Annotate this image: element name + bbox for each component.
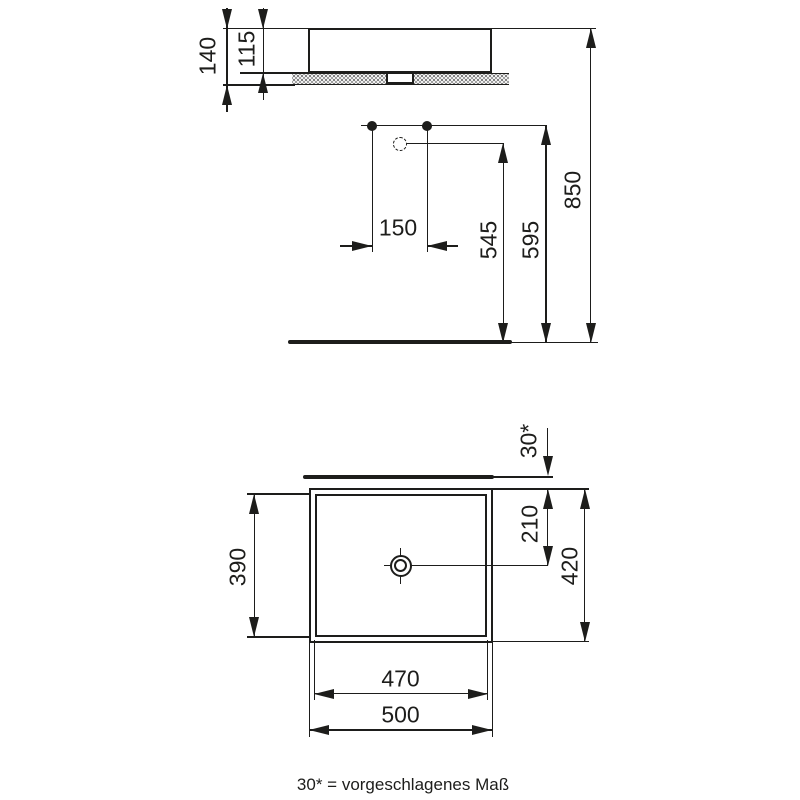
dim-arrow-up-icon: [222, 85, 232, 105]
tap-hole-dashed-circle: [393, 137, 407, 151]
dim-arrow-down-icon: [258, 9, 268, 29]
tap-hole-line: [407, 143, 504, 145]
extension-line: [240, 72, 308, 74]
dim-label-595: 595: [517, 220, 544, 260]
extension-line: [309, 642, 311, 737]
dim-arrow-up-icon: [541, 125, 551, 145]
dim-arrow-left-icon: [309, 725, 329, 735]
drain-cutout: [386, 74, 414, 84]
dimension-line-850: [590, 28, 592, 343]
dim-label-140: 140: [194, 36, 221, 76]
dimension-line-420: [584, 489, 586, 642]
dim-arrow-down-icon: [543, 456, 553, 476]
dim-label-210: 210: [516, 504, 542, 544]
drain-circle-inner: [394, 559, 407, 572]
dim-arrow-down-icon: [249, 617, 259, 637]
fixing-holes-line: [361, 125, 547, 127]
wall-extension-line: [492, 476, 553, 478]
dim-arrow-right-icon: [352, 241, 372, 251]
dim-arrow-right-icon: [472, 725, 492, 735]
dim-arrow-down-icon: [541, 323, 551, 343]
dim-arrow-left-icon: [427, 241, 447, 251]
dim-arrow-up-icon: [258, 73, 268, 93]
dim-arrow-up-icon: [543, 489, 553, 509]
dim-arrow-up-icon: [586, 28, 596, 48]
floor-extension-line: [510, 342, 598, 344]
dim-arrow-right-icon: [468, 689, 488, 699]
dim-arrow-up-icon: [580, 489, 590, 509]
dim-arrow-left-icon: [314, 689, 334, 699]
extension-line: [492, 642, 494, 737]
dim-arrow-down-icon: [586, 323, 596, 343]
dim-label-150: 150: [378, 214, 418, 241]
dimension-line-470: [314, 693, 488, 695]
extension-line: [372, 126, 374, 252]
wall-line: [303, 475, 494, 480]
dimension-line-595: [545, 125, 547, 343]
dim-label-30: 30*: [515, 423, 542, 459]
basin-outline-front: [308, 28, 492, 73]
dim-label-470: 470: [381, 665, 420, 692]
extension-line: [427, 126, 429, 252]
dim-label-115: 115: [233, 30, 260, 68]
dim-arrow-down-icon: [222, 9, 232, 29]
floor-line: [288, 340, 512, 345]
extension-line: [492, 641, 589, 643]
dim-label-500: 500: [381, 701, 420, 728]
dim-label-545: 545: [475, 220, 502, 260]
dim-arrow-down-icon: [580, 622, 590, 642]
dimension-line-545: [503, 143, 505, 342]
dim-arrow-down-icon: [543, 546, 553, 566]
dim-label-420: 420: [556, 546, 583, 586]
dimension-line-500: [309, 729, 492, 731]
dim-label-850: 850: [559, 170, 586, 210]
dim-label-390: 390: [224, 547, 251, 587]
dimension-line-390: [254, 494, 256, 638]
footnote-text: 30* = vorgeschlagenes Maß: [296, 775, 510, 794]
dim-arrow-up-icon: [249, 494, 259, 514]
dim-arrow-up-icon: [498, 143, 508, 163]
extension-line: [492, 488, 589, 490]
